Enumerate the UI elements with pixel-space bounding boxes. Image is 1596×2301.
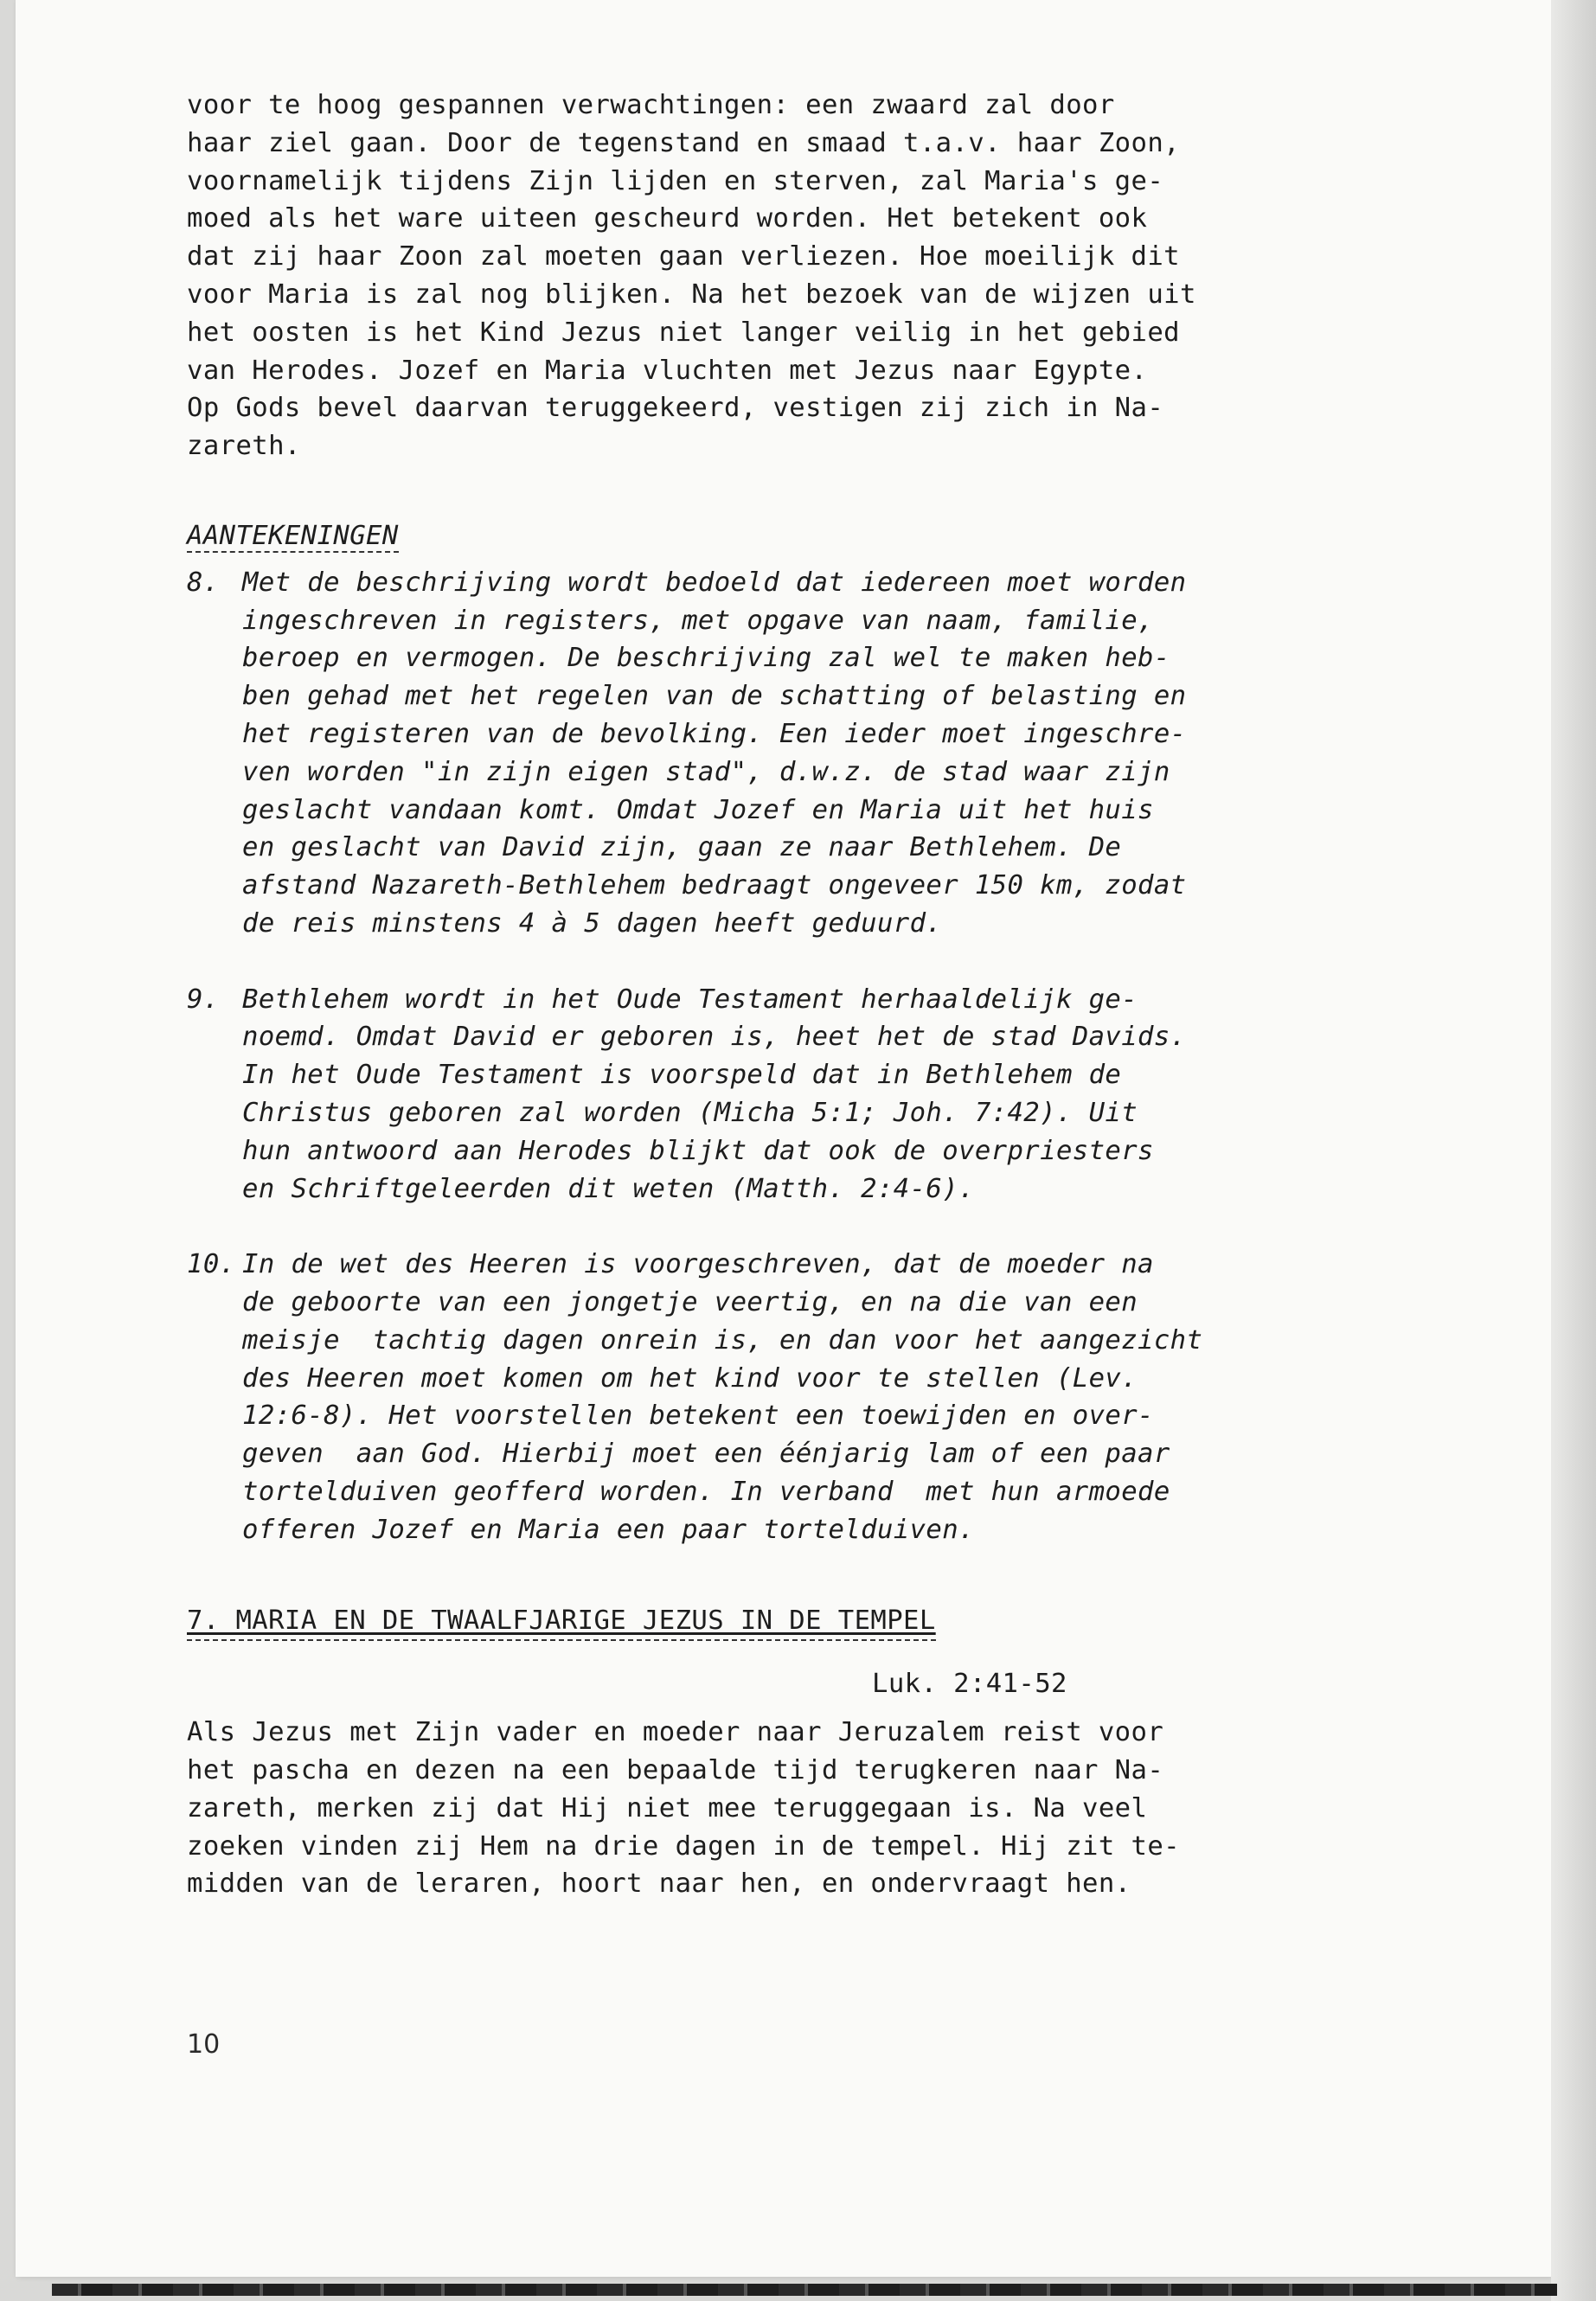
note-9 bbox=[187, 981, 1381, 1208]
note-number: 8. bbox=[187, 567, 220, 598]
text-line: moed als het ware uiteen gescheurd worden. Het betekent ook bbox=[187, 203, 1148, 234]
text-line: geslacht vandaan komt. Omdat Jozef en Maria uit het huis bbox=[242, 794, 1154, 825]
section-paragraph bbox=[187, 1714, 1381, 1903]
text-line: van Herodes. Jozef en Maria vluchten met Jezus naar Egypte. bbox=[187, 355, 1148, 386]
note-8 bbox=[187, 564, 1381, 943]
text-line: zareth. bbox=[187, 431, 301, 462]
text-line: afstand Nazareth-Bethlehem bedraagt ongeveer 150 km, zodat bbox=[242, 870, 1187, 901]
note-body bbox=[242, 981, 1381, 1208]
note-number: 10. bbox=[187, 1249, 236, 1280]
text-line: en Schriftgeleerden dit weten (Matth. 2:4-6). bbox=[242, 1173, 975, 1204]
note-number: 9. bbox=[187, 984, 220, 1015]
text-line: haar ziel gaan. Door de tegenstand en smaad t.a.v. haar Zoon, bbox=[187, 127, 1180, 158]
text-line: zareth, merken zij dat Hij niet mee teruggegaan is. Na veel bbox=[187, 1792, 1148, 1823]
section-title: 7. MARIA EN DE TWAALFJARIGE JEZUS IN DE TEMPEL bbox=[187, 1605, 936, 1641]
text-line: In de wet des Heeren is voorgeschreven, dat de moeder na bbox=[242, 1249, 1154, 1280]
page-edge bbox=[1551, 0, 1596, 2301]
text-line: zoeken vinden zij Hem na drie dagen in de tempel. Hij zit te- bbox=[187, 1830, 1180, 1862]
note-body bbox=[242, 564, 1381, 943]
text-line: het oosten is het Kind Jezus niet langer veilig in het gebied bbox=[187, 317, 1180, 348]
text-line: Bethlehem wordt in het Oude Testament herhaaldelijk ge- bbox=[242, 984, 1138, 1015]
text-line: geven aan God. Hierbij moet een éénjarig lam of een paar bbox=[242, 1439, 1170, 1470]
text-line: meisje tachtig dagen onrein is, en dan voor het aangezicht bbox=[242, 1324, 1203, 1356]
notes-heading bbox=[187, 517, 1381, 555]
text-line: voor te hoog gespannen verwachtingen: een zwaard zal door bbox=[187, 90, 1115, 120]
section-7 bbox=[187, 1602, 1381, 1903]
text-line: tortelduiven geofferd worden. In verband met hun armoede bbox=[242, 1476, 1170, 1507]
page-number: 10 bbox=[187, 2029, 221, 2060]
text-line: de geboorte van een jongetje veertig, en na die van een bbox=[242, 1286, 1138, 1317]
note-10 bbox=[187, 1246, 1381, 1548]
intro-paragraph bbox=[187, 87, 1381, 465]
text-line: Christus geboren zal worden (Micha 5:1; Joh. 7:42). Uit bbox=[242, 1097, 1138, 1128]
text-line: offeren Jozef en Maria een paar tortelduiven. bbox=[242, 1514, 975, 1545]
text-line: des Heeren moet komen om het kind voor te stellen (Lev. bbox=[242, 1362, 1138, 1394]
text-line: 12:6-8). Het voorstellen betekent een toewijden en over- bbox=[242, 1400, 1154, 1432]
scripture-reference: Luk. 2:41-52 bbox=[872, 1669, 1067, 1700]
text-line: en geslacht van David zijn, gaan ze naar Bethlehem. De bbox=[242, 832, 1122, 863]
text-line: midden van de leraren, hoort naar hen, en ondervraagt hen. bbox=[187, 1868, 1131, 1900]
scan-bottom-strip bbox=[52, 2284, 1557, 2296]
notes-heading-text: AANTEKENINGEN bbox=[187, 520, 399, 551]
text-line: voornamelijk tijdens Zijn lijden en sterven, zal Maria's ge- bbox=[187, 165, 1164, 196]
text-line: beroep en vermogen. De beschrijving zal wel te maken heb- bbox=[242, 643, 1170, 674]
text-line: ven worden "in zijn eigen stad", d.w.z. de stad waar zijn bbox=[242, 756, 1170, 787]
text-line: Met de beschrijving wordt bedoeld dat iedereen moet worden bbox=[242, 567, 1187, 598]
page-text bbox=[187, 87, 1381, 1903]
text-line: noemd. Omdat David er geboren is, heet het de stad Davids. bbox=[242, 1022, 1187, 1053]
text-line: het pascha en dezen na een bepaalde tijd terugkeren naar Na- bbox=[187, 1755, 1164, 1786]
text-line: de reis minstens 4 à 5 dagen heeft geduurd. bbox=[242, 907, 943, 939]
text-line: het registeren van de bevolking. Een ieder moet ingeschre- bbox=[242, 718, 1187, 749]
text-line: dat zij haar Zoon zal moeten gaan verliezen. Hoe moeilijk dit bbox=[187, 241, 1180, 272]
note-body bbox=[242, 1246, 1381, 1548]
text-line: ben gehad met het regelen van de schatting of belasting en bbox=[242, 681, 1187, 712]
text-line: Als Jezus met Zijn vader en moeder naar Jeruzalem reist voor bbox=[187, 1717, 1164, 1748]
text-line: voor Maria is zal nog blijken. Na het bezoek van de wijzen uit bbox=[187, 279, 1196, 310]
text-line: ingeschreven in registers, met opgave van naam, familie, bbox=[242, 605, 1154, 636]
text-line: Op Gods bevel daarvan teruggekeerd, vestigen zij zich in Na- bbox=[187, 393, 1164, 424]
text-line: In het Oude Testament is voorspeld dat in Bethlehem de bbox=[242, 1060, 1122, 1091]
text-line: hun antwoord aan Herodes blijkt dat ook de overpriesters bbox=[242, 1135, 1154, 1166]
